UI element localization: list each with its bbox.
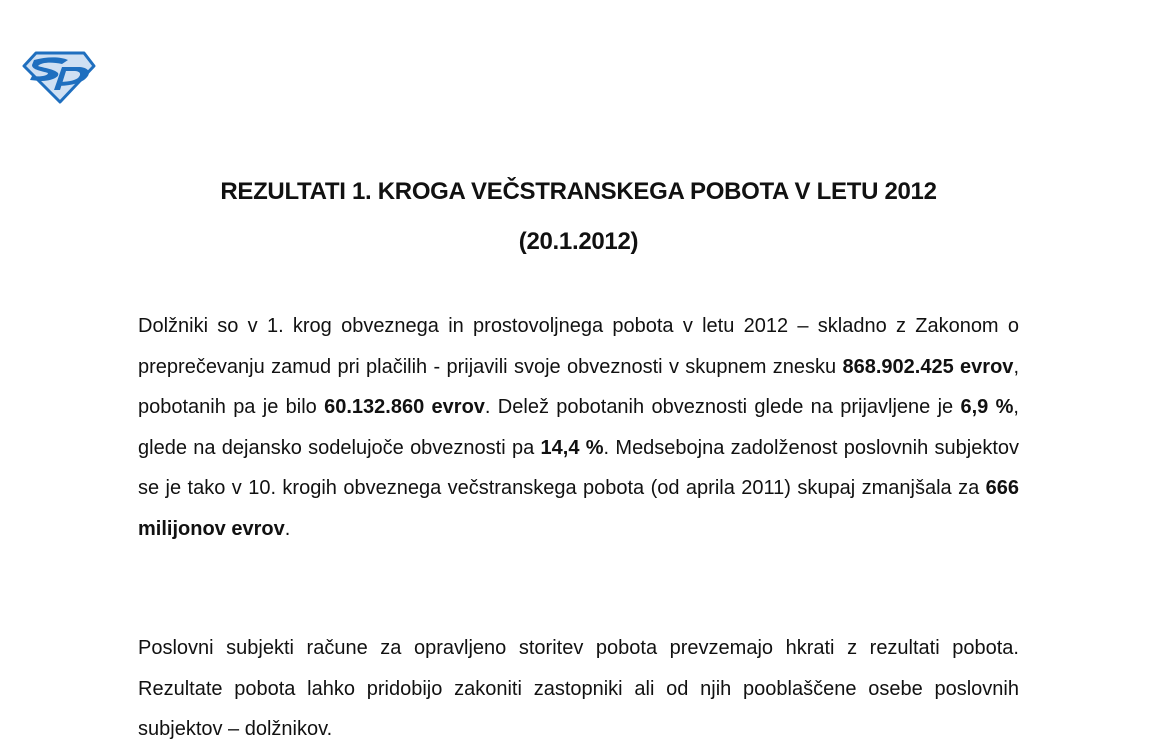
paragraph-results	[138, 306, 1019, 549]
reported-amount: 868.902.425 evrov	[842, 355, 1014, 378]
sd-logo	[22, 50, 96, 104]
share-participating: 14,4 %	[540, 436, 604, 459]
text-segment: . Medsebojna zadolženost poslovnih subjektov se je tako v 10. krogih obveznega večstranskega pobota (od aprila 2011) skupaj zmanjšala za	[138, 436, 1019, 499]
document-date: (20.1.2012)	[518, 228, 639, 255]
offset-amount: 60.132.860 evrov	[324, 396, 485, 418]
text-segment: . Delež pobotanih obveznosti glede na prijavljene je	[484, 396, 961, 418]
share-reported: 6,9 %	[960, 396, 1014, 418]
sd-logo-shield-icon	[22, 50, 96, 104]
text-segment: Dolžniki so v 1. krog obveznega in prostovoljnega pobota v letu 2012 – skladno z Zakonom o preprečevanju zamud pri plačilih - prijavili svoje obveznosti v skupnem znesku	[138, 315, 1019, 378]
text-segment: .	[284, 517, 291, 540]
paragraph-invoices: Poslovni subjekti račune za opravljeno storitev pobota prevzemajo hkrati z rezultati pobota. Rezultate pobota lahko pridobijo zakoniti zastopniki ali od njih pooblaščene osebe poslovnih subjektov – dolžnikov.	[138, 637, 1019, 740]
text-segment: , glede na dejansko sodelujoče obveznosti pa	[138, 396, 1019, 459]
document-title: REZULTATI 1. KROGA VEČSTRANSKEGA POBOTA V LETU 2012	[220, 178, 937, 205]
text-segment: , pobotanih pa je bilo	[138, 355, 1019, 418]
total-reduction: 666 milijonov evrov	[138, 477, 1019, 540]
